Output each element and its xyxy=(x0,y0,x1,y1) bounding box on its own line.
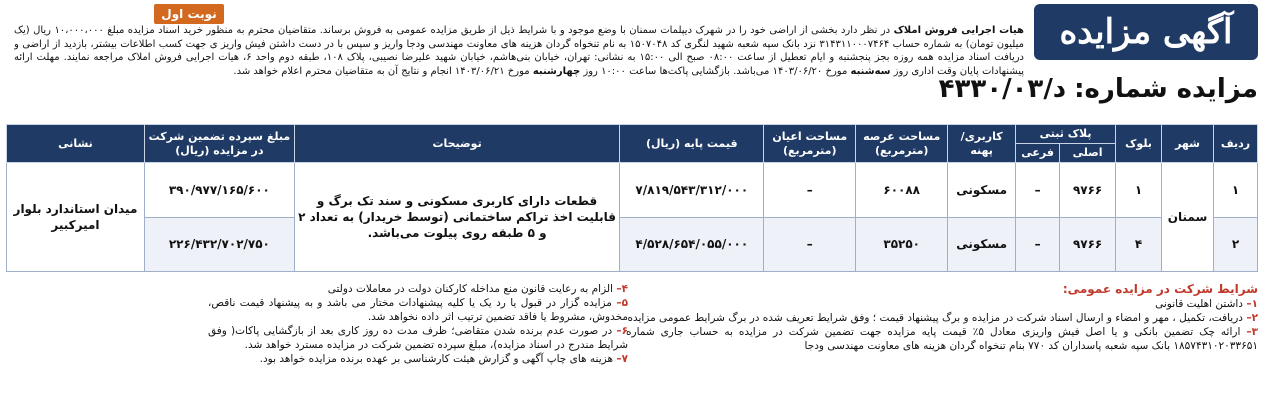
cell-plaque-sub: – xyxy=(1016,163,1060,218)
cell-block: ۴ xyxy=(1116,217,1162,272)
turn-badge: نوبت اول xyxy=(154,4,224,24)
condition-number: ۶– xyxy=(616,325,628,337)
condition-number: ۴– xyxy=(616,283,628,295)
table-row xyxy=(7,217,1258,272)
table-row xyxy=(7,163,1258,218)
header-deposit: مبلغ سپرده تضمین شرکت در مزایده (ریال) xyxy=(144,125,294,163)
header-plaque-sub: فرعی xyxy=(1016,144,1060,163)
condition-text: ارائه چک تضمین بانکی و یا اصل فیش واریزی معادل ۵٪ قیمت پایه مزایده جهت تضمین شرکت در مزایده به حساب جاری شماره ۱۸۵۷۴۳۱۰۲۰۳۳۶۵۱ بانک سپه شعبه پاسداران کد ۷۷۰ بنام تنخواه گردان هزینه های معاونت مهندسی ودجا xyxy=(626,326,1258,352)
condition-text: الزام به رعایت قانون منع مداخله کارکنان دولت در معاملات دولتی xyxy=(327,283,613,295)
condition-number: ۳– xyxy=(1246,326,1258,338)
conditions-heading: شرایط شرکت در مزایده عمومی: xyxy=(1062,282,1258,296)
title-banner xyxy=(1034,4,1258,60)
cell-plaque-main: ۹۷۶۶ xyxy=(1060,163,1116,218)
condition-item xyxy=(208,352,628,366)
table-header-row xyxy=(7,125,1258,144)
cell-land-area: ۶۰۰۸۸ xyxy=(856,163,948,218)
cell-deposit: ۳۹۰/۹۷۷/۱۶۵/۶۰۰ xyxy=(144,163,294,218)
deadline-suffix: مورخ ۱۴۰۳/۰۶/۲۱ انجام و نتایج آن به متقاضیان محترم اعلام خواهد شد. xyxy=(233,65,530,77)
cell-description: قطعات دارای کاربری مسکونی و سند تک برگ و قابلیت اخذ تراکم ساختمانی (توسط خریدار) به تعداد ۲ و ۵ طبقه روی پیلوت می‌باشد. xyxy=(294,163,620,272)
condition-text: داشتن اهلیت قانونی xyxy=(1155,298,1243,310)
header-building-area: مساحت اعیان (مترمربع) xyxy=(764,125,856,163)
condition-number: ۷– xyxy=(616,353,628,365)
deadline-day: سه‌شنبه xyxy=(850,65,891,77)
deadline-prefix: مهلت ارائه پیشنهادات پایان وقت اداری روز xyxy=(14,52,1024,77)
header-land-area: مساحت عرصه (مترمربع) xyxy=(856,125,948,163)
cell-base-price: ۷/۸۱۹/۵۴۳/۳۱۲/۰۰۰ xyxy=(620,163,764,218)
conditions-right-column xyxy=(626,282,1258,414)
intro-text: در نظر دارد بخشی از اراضی خود را در شهرک دیپلمات سمنان با وضع موجود و با شرایط ذیل از طریق مزایده عمومی به فروش برساند. متقاضیان محترم به منظور خرید اسناد مزایده مبلغ ۱۰،۰۰۰،۰۰۰ ریال (یک میلیون تومان) به شماره حساب ۳۱۴۳۱۱۰۰۰۷۴۶۴ نزد بانک سپه شعبه شهید لنگری کد ۱۵۰۷۰۴۸ به نام تنخواه گردان هزینه های معاونت مهندسی ودجا واریز و سپس با در دست داشتن فیش واریز ی جهت کسب اطلاعات بیشتر، بازدید از اراضی و دریافت اسناد مزایده همه روزه بجز پنجشنبه و ایام تعطیل از ساعت ۰۸:۰۰ صبح الی ۱۵:۰۰ به نشانی: تهران، خیابان بنی‌هاشم، خیابان شهید علیرضا نصیبی، پلاک ۱۰۸، طبقه دوم واحد ۶، هیات اجرایی فروش املاک مراجعه نمایند. xyxy=(14,25,1024,64)
condition-text: دریافت، تکمیل ، مهر و امضاء و ارسال اسناد شرکت در مزایده و برگ پیشنهاد قیمت ؛ وفق شرایط تعریف شده در برگ شرایط عمومی مزایده xyxy=(627,312,1243,324)
header-block: بلوک xyxy=(1116,125,1162,163)
header-usage: کاربری/ پهنه xyxy=(948,125,1016,163)
cell-deposit: ۲۲۶/۴۳۲/۷۰۲/۷۵۰ xyxy=(144,217,294,272)
condition-item xyxy=(626,325,1258,353)
cell-building-area: – xyxy=(764,217,856,272)
condition-text: مزایده گزار در قبول یا رد یک یا کلیه پیشنهادات مختار می باشد و به پیشنهاد قیمت ناقص، مخدوش، مشروط یا فاقد تضمین ترتیب اثر داده نخواهد شد. xyxy=(208,297,628,323)
conditions-left-column xyxy=(208,282,628,414)
condition-text: در صورت عدم برنده شدن متقاضی؛ ظرف مدت ده روز کاری بعد از بازگشایی پاکات( وفق شرایط مندرج در اسناد مزایده)، مبلغ سپرده تضمین شرکت در مزایده مسترد خواهد شد. xyxy=(208,325,628,351)
condition-item xyxy=(208,296,628,324)
header-address: نشانی xyxy=(7,125,145,163)
header-plaque: پلاک ثبتی xyxy=(1016,125,1116,144)
opening-day: چهارشنبه xyxy=(532,65,581,77)
header-row-no: ردیف xyxy=(1214,125,1258,163)
cell-plaque-main: ۹۷۶۶ xyxy=(1060,217,1116,272)
cell-block: ۱ xyxy=(1116,163,1162,218)
intro-org: هیات اجرایی فروش املاک xyxy=(893,25,1024,36)
deadline-middle: مورخ ۱۴۰۳/۰۶/۲۰ می‌باشد. بازگشایی پاکت‌ها ساعت ۱۰:۰۰ روز xyxy=(583,65,848,77)
condition-number: ۲– xyxy=(1246,312,1258,324)
condition-number: ۱– xyxy=(1246,298,1258,310)
cell-building-area: – xyxy=(764,163,856,218)
header-city: شهر xyxy=(1162,125,1214,163)
header-plaque-main: اصلی xyxy=(1060,144,1116,163)
condition-item xyxy=(626,297,1258,311)
cell-row-no: ۱ xyxy=(1214,163,1258,218)
condition-text: هزینه های چاپ آگهی و گزارش هیئت کارشناسی بر عهده برنده مزایده خواهد بود. xyxy=(259,353,613,365)
cell-plaque-sub: – xyxy=(1016,217,1060,272)
cell-row-no: ۲ xyxy=(1214,217,1258,272)
cell-base-price: ۴/۵۲۸/۶۵۴/۰۵۵/۰۰۰ xyxy=(620,217,764,272)
condition-number: ۵– xyxy=(616,297,628,309)
condition-item xyxy=(208,282,628,296)
auction-number-label: مزایده شماره: xyxy=(1074,74,1258,104)
cell-address: میدان استاندارد بلوار امیرکبیر xyxy=(7,163,145,272)
condition-item xyxy=(626,311,1258,325)
notice-title: آگهی مزایده xyxy=(1059,12,1233,52)
header-description: توضیحات xyxy=(294,125,620,163)
auction-number: د/۴۳۳۰/۰۳ xyxy=(938,74,1067,104)
condition-item xyxy=(208,324,628,352)
cell-usage: مسکونی xyxy=(948,163,1016,218)
cell-usage: مسکونی xyxy=(948,217,1016,272)
intro-paragraph xyxy=(14,24,1024,108)
auction-table xyxy=(6,124,1258,272)
cell-city: سمنان xyxy=(1162,163,1214,272)
header-base-price: قیمت پایه (ریال) xyxy=(620,125,764,163)
cell-land-area: ۳۵۲۵۰ xyxy=(856,217,948,272)
